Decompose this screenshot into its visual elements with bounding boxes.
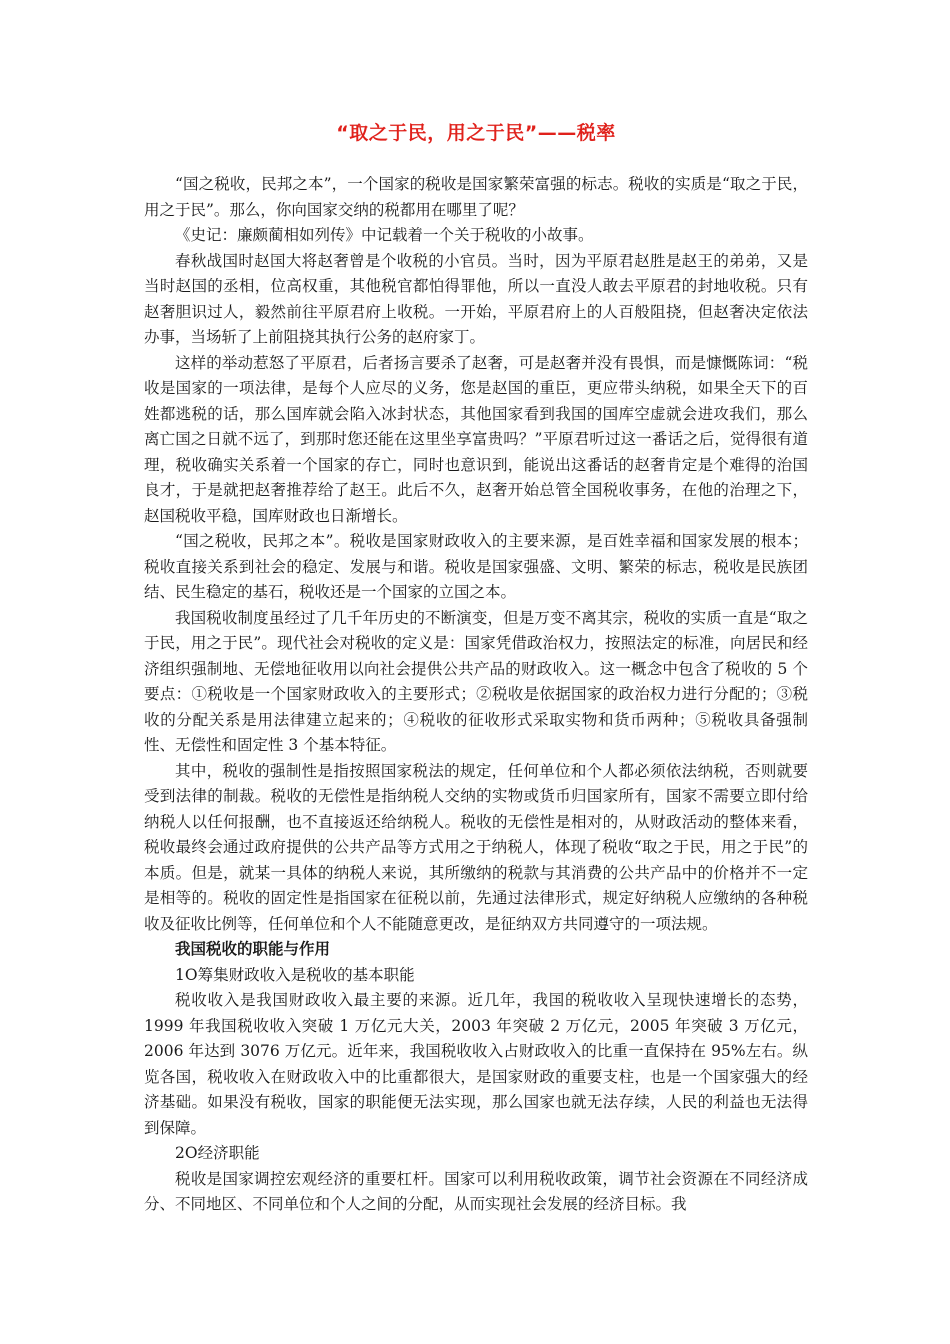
tax-importance-paragraph: “国之税收，民邦之本”。税收是国家财政收入的主要来源，是百姓幸福和国家发展的根本；税收直接关系到社会的稳定、发展与和谐。税收是国家强盛、文明、繁荣的标志，税收是民族团结、民生稳定的基石，税收还是一个国家的立国之本。 <box>144 532 808 601</box>
zhaoshe-story-paragraph: 春秋战国时赵国大将赵奢曾是个收税的小官员。当时，因为平原君赵胜是赵王的弟弟，又是当时赵国的丞相，位高权重，其他税官都怕得罪他，所以一直没人敢去平原君的封地收税。只有赵奢胆识过人，毅然前往平原君府上收税。一开始，平原君府上的人百般阻挠，但赵奢决定依法办事，当场斩了上前阻挠其执行公务的赵府家丁。 <box>144 251 808 346</box>
revenue-paragraph: 税收收入是我国财政收入最主要的来源。近几年，我国的税收收入呈现快速增长的态势，1999 年我国税收收入突破 1 万亿元大关，2003 年突破 2 万亿元，2005 年突破 3 万亿元，2006 年达到 3076 万亿元。近年来，我国税收收入占财政收入的比重一直保持在 95%左右。纵览各国，税收收入在财政收入中的比重都很大，是国家财政的重要支柱，也是一个国家强大的经济基础。如果没有税收，国家的职能便无法实现，那么国家也就无法存续，人民的利益也无法得到保障。 <box>144 991 808 1137</box>
intro-paragraph: “国之税收，民邦之本”，一个国家的税收是国家繁荣富强的标志。税收的实质是“取之于民，用之于民”。那么，你向国家交纳的税都用在哪里了呢？ <box>144 175 808 219</box>
subheading-economic: 2O经济职能 <box>175 1144 260 1162</box>
tax-definition-paragraph: 我国税收制度虽经过了几千年历史的不断演变，但是万变不离其宗，税收的实质一直是“取之于民，用之于民”。现代社会对税收的定义是：国家凭借政治权力，按照法定的标准，向居民和经济组织强制地、无偿地征收用以向社会提供公共产品的财政收入。这一概念中包含了税收的 5 个要点：①税收是一个国家财政收入的主要形式；②税收是依据国家的政治权力进行分配的；③税收的分配关系是用法律建立起来的；④税收的征收形式采取实物和货币两种；⑤税收具备强制性、无偿性和固定性 3 个基本特征。 <box>144 608 808 754</box>
tax-characteristics-paragraph: 其中，税收的强制性是指按照国家税法的规定，任何单位和个人都必须依法纳税，否则就要受到法律的制裁。税收的无偿性是指纳税人交纳的实物或货币归国家所有，国家不需要立即付给纳税人以任何报酬，也不直接返还给纳税人。税收的无偿性是相对的，从财政活动的整体来看，税收最终会通过政府提供的公共产品等方式用之于纳税人，体现了税收“取之于民，用之于民”的本质。但是，就某一具体的纳税人来说，其所缴纳的税款与其消费的公共产品中的价格并不一定是相等的。税收的固定性是指国家在征税以前，先通过法律形式，规定好纳税人应缴纳的各种税收及征收比例等，任何单位和个人不能随意更改，是征纳双方共同遵守的一项法规。 <box>144 761 808 933</box>
economic-paragraph: 税收是国家调控宏观经济的重要杠杆。国家可以利用税收政策，调节社会资源在不同经济成分、不同地区、不同单位和个人之间的分配，从而实现社会发展的经济目标。我 <box>144 1169 808 1213</box>
document-title: “取之于民，用之于民”——税率 <box>336 122 616 144</box>
zhaoshe-speech-paragraph: 这样的举动惹怒了平原君，后者扬言要杀了赵奢，可是赵奢并没有畏惧，而是慷慨陈词：“税收是国家的一项法律，是每个人应尽的义务，您是赵国的重臣，更应带头纳税，如果全天下的百姓都逃税的话，那么国库就会陷入冰封状态，其他国家看到我国的国库空虚就会进攻我们，那么离亡国之日就不远了，到那时您还能在这里坐享富贵吗？”平原君听过这一番话之后，觉得很有道理，税收确实关系着一个国家的存亡，同时也意识到，能说出这番话的赵奢肯定是个难得的治国良才，于是就把赵奢推荐给了赵王。此后不久，赵奢开始总管全国税收事务，在他的治理之下，赵国税收平稳，国库财政也日渐增长。 <box>144 353 808 525</box>
document-page <box>144 120 808 1218</box>
section-heading: 我国税收的职能与作用 <box>175 940 331 958</box>
subheading-revenue: 1O筹集财政收入是税收的基本职能 <box>175 965 415 984</box>
shiji-paragraph: 《史记：廉颇蔺相如列传》中记载着一个关于税收的小故事。 <box>175 226 594 244</box>
